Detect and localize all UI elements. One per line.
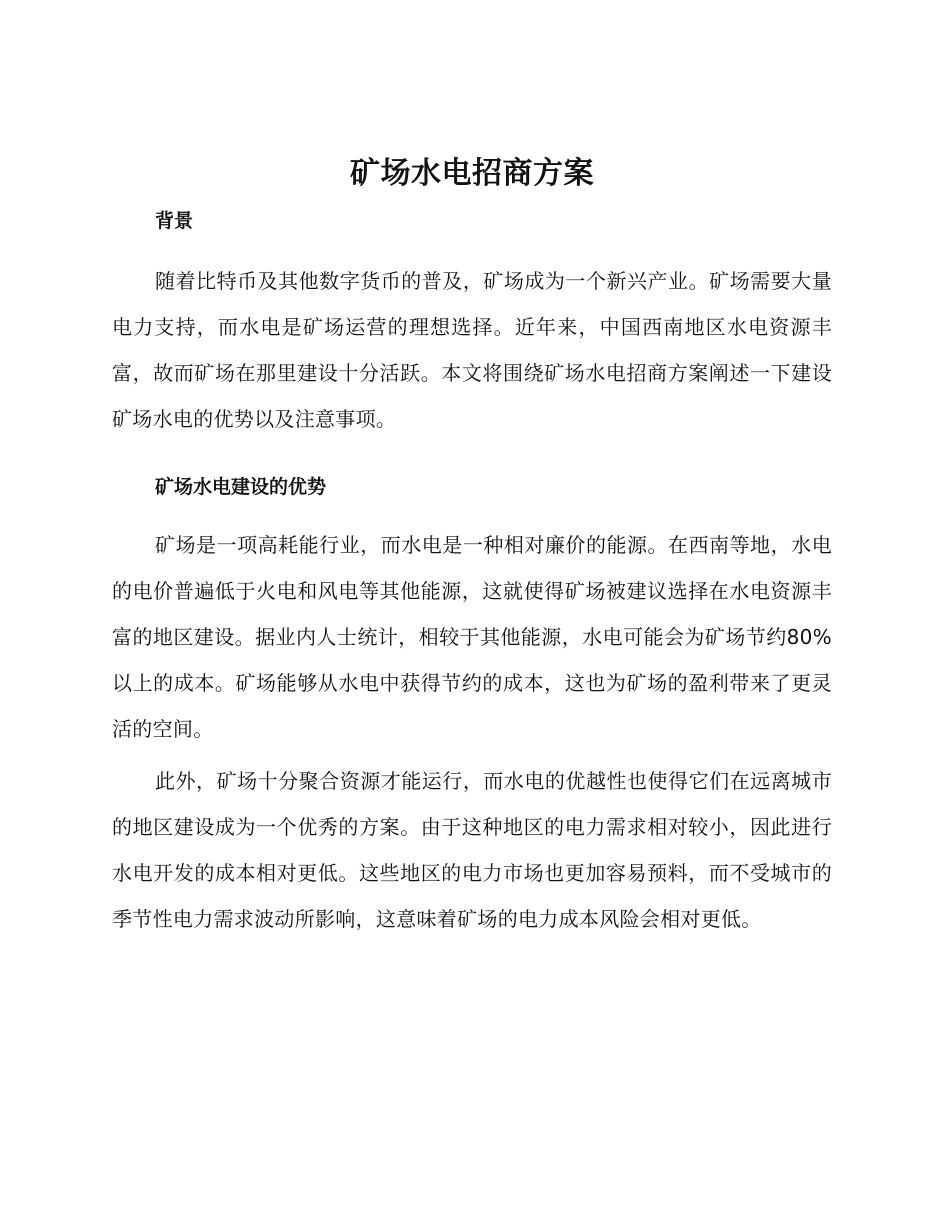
document-title: 矿场水电招商方案 — [350, 156, 594, 191]
section-heading-background: 背景 — [155, 210, 194, 232]
document-page — [112, 150, 832, 942]
paragraph-background: 随着比特币及其他数字货币的普及，矿场成为一个新兴产业。矿场需要大量电力支持，而水电是矿场运营的理想选择。近年来，中国西南地区水电资源丰富，故而矿场在那里建设十分活跃。本文将围绕矿场水电招商方案阐述一下建设矿场水电的优势以及注意事项。 — [112, 269, 832, 431]
section-heading-advantages: 矿场水电建设的优势 — [155, 476, 327, 498]
paragraph-advantages-1: 矿场是一项高耗能行业，而水电是一种相对廉价的能源。在西南等地，水电的电价普遍低于火电和风电等其他能源，这就使得矿场被建议选择在水电资源丰富的地区建设。据业内人士统计，相较于其他能源，水电可能会为矿场节约80%以上的成本。矿场能够从水电中获得节约的成本，这也为矿场的盈利带来了更灵活的空间。 — [112, 533, 832, 741]
paragraph-advantages-2: 此外，矿场十分聚合资源才能运行，而水电的优越性也使得它们在远离城市的地区建设成为一个优秀的方案。由于这种地区的电力需求相对较小，因此进行水电开发的成本相对更低。这些地区的电力市场也更加容易预料，而不受城市的季节性电力需求波动所影响，这意味着矿场的电力成本风险会相对更低。 — [112, 769, 832, 931]
